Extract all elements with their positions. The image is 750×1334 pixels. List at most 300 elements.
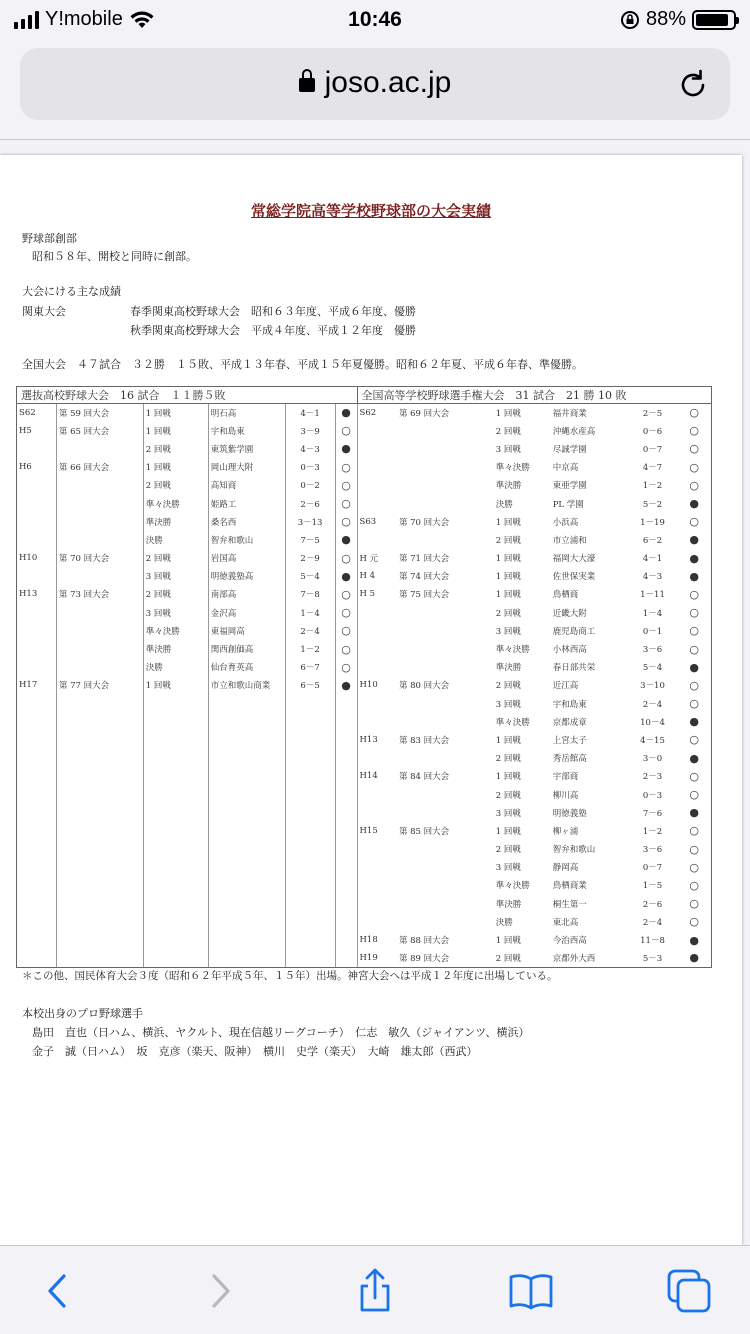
senshuken-result-cell: ● bbox=[677, 931, 711, 949]
senshuken-year-cell bbox=[357, 622, 397, 640]
table-row bbox=[17, 622, 712, 640]
senbatsu-round-cell: 決勝 bbox=[143, 658, 208, 676]
senbatsu-opponent-cell: 東筑紫学園 bbox=[208, 440, 285, 458]
kanto-label: 関東大会 bbox=[22, 305, 66, 318]
senbatsu-score-cell bbox=[285, 949, 335, 967]
senshuken-opponent-cell: 鹿児島商工 bbox=[552, 626, 596, 637]
senbatsu-opponent-cell bbox=[208, 804, 285, 822]
senshuken-opponent-cell: 小林西高 bbox=[552, 645, 587, 656]
senbatsu-year-cell bbox=[17, 440, 57, 458]
senshuken-score-cell: 5－4 bbox=[642, 663, 663, 674]
table-row bbox=[17, 913, 712, 931]
senshuken-score-cell: 0－3 bbox=[642, 790, 663, 801]
status-bar bbox=[0, 0, 750, 44]
kanto-autumn: 秋季関東高校野球大会 平成４年度、平成１２年度 優勝 bbox=[130, 324, 416, 337]
senshuken-round-cell: 1 回戦 bbox=[495, 517, 521, 528]
senshuken-opponent-cell: 智弁和歌山 bbox=[552, 845, 596, 856]
senshuken-score-cell: 1－4 bbox=[642, 608, 663, 619]
senshuken-round-cell: 3 回戦 bbox=[495, 863, 521, 874]
senbatsu-round-cell bbox=[143, 749, 208, 767]
senshuken-result-cell: ○ bbox=[677, 640, 711, 658]
table-row bbox=[17, 640, 712, 658]
senbatsu-opponent-cell bbox=[208, 876, 285, 894]
senbatsu-tournament-cell bbox=[56, 440, 143, 458]
table-row bbox=[17, 804, 712, 822]
senshuken-score-cell: 4－15 bbox=[640, 735, 665, 746]
web-content[interactable] bbox=[0, 141, 750, 1245]
senbatsu-score-cell: 1－2 bbox=[285, 640, 335, 658]
senbatsu-year-cell bbox=[17, 513, 57, 531]
senshuken-year-cell bbox=[357, 895, 397, 913]
senbatsu-result-cell bbox=[335, 895, 357, 913]
senbatsu-year-cell bbox=[17, 476, 57, 494]
senbatsu-round-cell bbox=[143, 785, 208, 803]
senbatsu-result-cell: ● bbox=[335, 404, 357, 422]
senbatsu-year-cell bbox=[17, 640, 57, 658]
senshuken-score-cell: 2－4 bbox=[642, 917, 663, 928]
senbatsu-year-cell: H5 bbox=[17, 422, 57, 440]
senbatsu-round-cell bbox=[143, 913, 208, 931]
table-row bbox=[17, 494, 712, 512]
senshuken-result-cell: ○ bbox=[677, 876, 711, 894]
senshuken-score-cell: 3－6 bbox=[642, 645, 663, 656]
table-row bbox=[17, 585, 712, 603]
table-row bbox=[17, 676, 712, 694]
senbatsu-tournament-cell bbox=[56, 476, 143, 494]
tabs-icon[interactable] bbox=[666, 1268, 712, 1314]
table-row bbox=[17, 549, 712, 567]
table-row bbox=[17, 440, 712, 458]
senshuken-year-cell: S63 bbox=[357, 513, 397, 531]
senbatsu-year-cell: H13 bbox=[17, 585, 57, 603]
senbatsu-year-cell bbox=[17, 749, 57, 767]
senbatsu-round-cell: 2 回戦 bbox=[143, 440, 208, 458]
senshuken-year-cell: H 4 bbox=[357, 567, 397, 585]
senshuken-score-cell: 3－10 bbox=[640, 681, 665, 692]
senbatsu-result-cell bbox=[335, 785, 357, 803]
senbatsu-result-cell: ○ bbox=[335, 658, 357, 676]
senshuken-opponent-cell: 近畿大附 bbox=[552, 608, 587, 619]
senbatsu-round-cell bbox=[143, 876, 208, 894]
senbatsu-result-cell bbox=[335, 822, 357, 840]
senshuken-score-cell: 4－3 bbox=[642, 572, 663, 583]
senshuken-tournament-cell bbox=[397, 913, 494, 931]
senbatsu-tournament-cell bbox=[56, 895, 143, 913]
senbatsu-score-cell: 7－8 bbox=[285, 585, 335, 603]
senshuken-result-cell: ● bbox=[677, 949, 711, 967]
senshuken-opponent-cell: 春日部共栄 bbox=[552, 663, 596, 674]
senshuken-opponent-cell: 今治西高 bbox=[552, 936, 587, 947]
table-row bbox=[17, 785, 712, 803]
senshuken-year-cell: S62 bbox=[357, 404, 397, 422]
senshuken-round-cell: 準々決勝 bbox=[495, 717, 530, 728]
senbatsu-round-cell: 準々決勝 bbox=[143, 494, 208, 512]
senbatsu-year-cell bbox=[17, 858, 57, 876]
senshuken-year-cell bbox=[357, 840, 397, 858]
battery-percent: 88% bbox=[645, 8, 686, 30]
senbatsu-result-cell: ○ bbox=[335, 458, 357, 476]
senshuken-score-cell: 11－8 bbox=[640, 936, 665, 947]
senshuken-opponent-cell: 宇和島東 bbox=[552, 699, 587, 710]
senshuken-tournament-cell bbox=[397, 440, 494, 458]
senbatsu-opponent-cell: 桑名西 bbox=[208, 513, 285, 531]
senshuken-year-cell bbox=[357, 695, 397, 713]
senbatsu-year-cell: S62 bbox=[17, 404, 57, 422]
senshuken-score-cell: 2－5 bbox=[642, 408, 663, 419]
senshuken-result-cell: ○ bbox=[677, 422, 711, 440]
senshuken-year-cell bbox=[357, 913, 397, 931]
senshuken-round-cell: 2 回戦 bbox=[495, 790, 521, 801]
senbatsu-tournament-cell: 第 73 回大会 bbox=[56, 585, 143, 603]
senshuken-tournament-cell bbox=[397, 785, 494, 803]
senshuken-result-cell: ○ bbox=[677, 895, 711, 913]
results-table bbox=[16, 386, 712, 968]
senshuken-round-cell: 2 回戦 bbox=[494, 949, 551, 967]
senbatsu-tournament-cell bbox=[56, 949, 143, 967]
senbatsu-score-cell bbox=[285, 913, 335, 931]
senbatsu-result-cell: ○ bbox=[335, 476, 357, 494]
senbatsu-score-cell bbox=[285, 895, 335, 913]
senbatsu-year-cell bbox=[17, 895, 57, 913]
senbatsu-round-cell bbox=[143, 949, 208, 967]
senbatsu-year-cell bbox=[17, 822, 57, 840]
senshuken-round-cell: 1 回戦 bbox=[495, 408, 521, 419]
senbatsu-result-cell bbox=[335, 858, 357, 876]
table-row bbox=[17, 531, 712, 549]
senbatsu-round-cell bbox=[143, 822, 208, 840]
senshuken-result-cell: ○ bbox=[677, 858, 711, 876]
founded-heading: 野球部創部 bbox=[22, 232, 77, 245]
senbatsu-result-cell: ○ bbox=[335, 422, 357, 440]
senshuken-opponent-cell: 東亜学園 bbox=[552, 481, 587, 492]
pro-heading: 本校出身のプロ野球選手 bbox=[22, 1007, 143, 1020]
senshuken-opponent-cell: PL 学園 bbox=[552, 499, 584, 510]
senshuken-year-cell: H19 bbox=[357, 949, 397, 967]
senshuken-year-cell: H15 bbox=[357, 822, 397, 840]
senbatsu-result-cell: ○ bbox=[335, 640, 357, 658]
senshuken-tournament-cell bbox=[397, 640, 494, 658]
senbatsu-result-cell: ○ bbox=[335, 549, 357, 567]
senbatsu-result-cell bbox=[335, 731, 357, 749]
senshuken-tournament-cell: 第 75 回大会 bbox=[398, 590, 450, 601]
senshuken-tournament-cell: 第 70 回大会 bbox=[398, 517, 450, 528]
senshuken-year-cell bbox=[357, 476, 397, 494]
senbatsu-result-cell: ● bbox=[335, 531, 357, 549]
senshuken-result-cell: ○ bbox=[677, 822, 711, 840]
senbatsu-opponent-cell: 金沢高 bbox=[208, 604, 285, 622]
senshuken-round-cell: 2 回戦 bbox=[495, 426, 521, 437]
senbatsu-opponent-cell: 智弁和歌山 bbox=[208, 531, 285, 549]
senbatsu-tournament-cell bbox=[56, 531, 143, 549]
senbatsu-score-cell bbox=[285, 767, 335, 785]
senshuken-year-cell: H14 bbox=[357, 767, 397, 785]
senshuken-score-cell: 5－2 bbox=[642, 499, 663, 510]
senbatsu-round-cell: 2 回戦 bbox=[143, 585, 208, 603]
document-title: 常総学院高等学校野球部の大会実績 bbox=[250, 202, 491, 220]
senshuken-round-cell: 1 回戦 bbox=[495, 936, 521, 947]
senshuken-opponent-cell: 桐生第一 bbox=[552, 899, 587, 910]
senshuken-tournament-cell bbox=[397, 531, 494, 549]
senbatsu-year-cell bbox=[17, 713, 57, 731]
senbatsu-result-cell: ● bbox=[335, 676, 357, 694]
senbatsu-year-cell bbox=[17, 604, 57, 622]
table-row bbox=[17, 404, 712, 422]
senshuken-result-cell: ○ bbox=[677, 440, 711, 458]
senbatsu-score-cell bbox=[285, 785, 335, 803]
senbatsu-round-cell: 1 回戦 bbox=[143, 422, 208, 440]
senshuken-year-cell bbox=[357, 749, 397, 767]
senshuken-opponent-cell: 柳川高 bbox=[552, 790, 579, 801]
senbatsu-score-cell: 7－5 bbox=[285, 531, 335, 549]
senbatsu-tournament-cell bbox=[56, 713, 143, 731]
senbatsu-result-cell bbox=[335, 749, 357, 767]
senshuken-round-cell: 2 回戦 bbox=[495, 845, 521, 856]
senshuken-result-cell: ● bbox=[677, 804, 711, 822]
status-time: 10:46 bbox=[348, 8, 402, 31]
senbatsu-opponent-cell: 市立和歌山商業 bbox=[208, 676, 285, 694]
senshuken-tournament-cell bbox=[397, 804, 494, 822]
senshuken-round-cell: 2 回戦 bbox=[495, 754, 521, 765]
senbatsu-round-cell: 2 回戦 bbox=[143, 476, 208, 494]
senshuken-year-cell bbox=[357, 458, 397, 476]
senbatsu-tournament-cell bbox=[56, 785, 143, 803]
senbatsu-year-cell bbox=[17, 531, 57, 549]
senshuken-score-cell: 0－6 bbox=[642, 426, 663, 437]
senshuken-tournament-cell bbox=[397, 840, 494, 858]
senshuken-score-cell: 4－1 bbox=[642, 554, 663, 565]
senshuken-opponent-cell: 上宮太子 bbox=[552, 735, 587, 746]
senshuken-round-cell: 1 回戦 bbox=[495, 572, 521, 583]
table-row bbox=[17, 767, 712, 785]
senshuken-year-cell bbox=[357, 440, 397, 458]
senshuken-year-cell bbox=[357, 658, 397, 676]
footnote: ＊この他、国民体育大会３度（昭和６２年平成５年、１５年）出場。神宮大会へは平成１２年度に出場している。 bbox=[22, 970, 558, 982]
senbatsu-tournament-cell bbox=[56, 695, 143, 713]
senshuken-result-cell: ● bbox=[677, 567, 711, 585]
battery-icon bbox=[692, 10, 736, 30]
senshuken-score-cell: 4－7 bbox=[642, 463, 663, 474]
senshuken-round-cell: 準々決勝 bbox=[495, 645, 530, 656]
table-row bbox=[17, 658, 712, 676]
senbatsu-opponent-cell: 岡山理大附 bbox=[208, 458, 285, 476]
address-bar[interactable] bbox=[20, 48, 730, 120]
senbatsu-round-cell bbox=[143, 804, 208, 822]
senshuken-opponent-cell: 秀岳館高 bbox=[552, 754, 587, 765]
senbatsu-result-cell bbox=[335, 767, 357, 785]
senbatsu-opponent-cell: 明徳義塾高 bbox=[208, 567, 285, 585]
senbatsu-opponent-cell: 仙台育英高 bbox=[208, 658, 285, 676]
senbatsu-score-cell bbox=[285, 713, 335, 731]
forward-icon[interactable] bbox=[196, 1268, 242, 1314]
share-icon[interactable] bbox=[352, 1268, 398, 1314]
table-row bbox=[17, 604, 712, 622]
senbatsu-year-cell bbox=[17, 785, 57, 803]
table-row bbox=[17, 422, 712, 440]
senbatsu-score-cell: 4－1 bbox=[285, 404, 335, 422]
senbatsu-opponent-cell bbox=[208, 822, 285, 840]
senshuken-year-cell bbox=[357, 640, 397, 658]
senbatsu-opponent-cell bbox=[208, 931, 285, 949]
senbatsu-score-cell: 1－4 bbox=[285, 604, 335, 622]
pro-line-1: 島田 直也（日ハム、横浜、ヤクルト、現在信越リーグコーチ） 仁志 敏久（ジャイアンツ、横浜） bbox=[32, 1026, 530, 1039]
senbatsu-tournament-cell bbox=[56, 731, 143, 749]
senbatsu-tournament-cell bbox=[56, 567, 143, 585]
senshuken-year-cell bbox=[357, 604, 397, 622]
senbatsu-score-cell bbox=[285, 931, 335, 949]
senshuken-score-cell: 6－2 bbox=[642, 535, 663, 546]
senshuken-opponent-cell: 宇部商 bbox=[552, 772, 579, 783]
senshuken-score-cell: 10－4 bbox=[640, 717, 665, 728]
status-right bbox=[620, 8, 736, 31]
senshuken-score-cell: 1－2 bbox=[642, 481, 663, 492]
senshuken-result-cell: ○ bbox=[677, 840, 711, 858]
senshuken-tournament-cell bbox=[397, 858, 494, 876]
senshuken-round-cell: 2 回戦 bbox=[495, 608, 521, 619]
senshuken-opponent-cell: 沖縄水産高 bbox=[552, 426, 596, 437]
senshuken-opponent-cell: 尽誠学園 bbox=[552, 444, 587, 455]
table-row bbox=[17, 858, 712, 876]
senbatsu-year-cell bbox=[17, 658, 57, 676]
senshuken-year-cell bbox=[357, 713, 397, 731]
senshuken-opponent-cell: 近江高 bbox=[552, 681, 579, 692]
senbatsu-round-cell: 3 回戦 bbox=[143, 567, 208, 585]
url-display[interactable] bbox=[20, 66, 730, 100]
senshuken-round-cell: 1 回戦 bbox=[495, 772, 521, 783]
senshuken-result-cell: ○ bbox=[677, 676, 711, 694]
senbatsu-round-cell: 2 回戦 bbox=[143, 549, 208, 567]
senshuken-tournament-cell bbox=[397, 458, 494, 476]
senbatsu-result-cell: ○ bbox=[335, 513, 357, 531]
senshuken-score-cell: 1－5 bbox=[642, 881, 663, 892]
senbatsu-round-cell: 決勝 bbox=[143, 531, 208, 549]
senbatsu-round-cell bbox=[143, 840, 208, 858]
senshuken-score-cell: 2－4 bbox=[642, 699, 663, 710]
senbatsu-score-cell bbox=[285, 840, 335, 858]
reload-icon[interactable] bbox=[676, 68, 710, 102]
senshuken-result-cell: ○ bbox=[677, 731, 711, 749]
senshuken-round-cell: 3 回戦 bbox=[495, 444, 521, 455]
senshuken-result-cell: ○ bbox=[677, 585, 711, 603]
senbatsu-round-cell: 3 回戦 bbox=[143, 604, 208, 622]
senbatsu-score-cell: 3－9 bbox=[285, 422, 335, 440]
senbatsu-score-cell: 4－3 bbox=[285, 440, 335, 458]
senshuken-year-cell: H10 bbox=[357, 676, 397, 694]
senshuken-opponent-cell: 東北高 bbox=[552, 917, 579, 928]
senbatsu-opponent-cell bbox=[208, 858, 285, 876]
senshuken-opponent-cell: 柳ヶ浦 bbox=[552, 826, 579, 837]
table-row bbox=[17, 458, 712, 476]
senbatsu-round-cell: 1 回戦 bbox=[143, 404, 208, 422]
senshuken-result-cell: ● bbox=[677, 658, 711, 676]
senbatsu-result-cell bbox=[335, 695, 357, 713]
senbatsu-tournament-cell bbox=[56, 858, 143, 876]
senshuken-round-cell: 決勝 bbox=[495, 499, 513, 510]
table-row bbox=[17, 822, 712, 840]
senbatsu-year-cell bbox=[17, 767, 57, 785]
senshuken-round-cell: 1 回戦 bbox=[495, 826, 521, 837]
pro-line-2: 金子 誠（日ハム） 坂 克彦（楽天、阪神） 横川 史学（楽天） 大崎 雄太郎（西武） bbox=[32, 1045, 478, 1058]
senshuken-opponent-cell: 市立浦和 bbox=[552, 535, 587, 546]
senshuken-header: 全国高等学校野球選手権大会 31 試合 21 勝 10 敗 bbox=[357, 387, 711, 404]
founded-text: 昭和５８年、開校と同時に創部。 bbox=[32, 250, 197, 263]
national-summary: 全国大会 ４７試合 ３２勝 １５敗、平成１３年春、平成１５年夏優勝。昭和６２年夏、平成６年春、準優勝。 bbox=[22, 358, 583, 371]
senbatsu-tournament-cell bbox=[56, 913, 143, 931]
senbatsu-score-cell bbox=[285, 858, 335, 876]
senbatsu-score-cell bbox=[285, 731, 335, 749]
senbatsu-tournament-cell bbox=[56, 658, 143, 676]
senbatsu-round-cell: 準決勝 bbox=[143, 640, 208, 658]
senshuken-round-cell: 2 回戦 bbox=[495, 681, 521, 692]
senbatsu-header: 選抜高校野球大会 16 試合 １１勝５敗 bbox=[17, 387, 358, 404]
senbatsu-opponent-cell: 姫路工 bbox=[208, 494, 285, 512]
senbatsu-year-cell bbox=[17, 731, 57, 749]
senbatsu-tournament-cell bbox=[56, 640, 143, 658]
senbatsu-round-cell bbox=[143, 895, 208, 913]
senbatsu-tournament-cell: 第 59 回大会 bbox=[56, 404, 143, 422]
senbatsu-year-cell bbox=[17, 494, 57, 512]
senshuken-round-cell: 準決勝 bbox=[495, 663, 522, 674]
senbatsu-result-cell bbox=[335, 840, 357, 858]
senshuken-round-cell: 1 回戦 bbox=[495, 590, 521, 601]
senshuken-score-cell: 1－2 bbox=[642, 826, 663, 837]
senshuken-tournament-cell: 第 83 回大会 bbox=[398, 735, 450, 746]
senshuken-round-cell: 1 回戦 bbox=[495, 735, 521, 746]
senshuken-score-cell: 7－6 bbox=[642, 808, 663, 819]
senshuken-opponent-cell: 福岡大大濠 bbox=[552, 554, 596, 565]
senshuken-result-cell: ● bbox=[677, 749, 711, 767]
browser-chrome bbox=[0, 44, 750, 140]
senbatsu-tournament-cell bbox=[56, 931, 143, 949]
carrier-label: Y!mobile bbox=[45, 8, 123, 30]
table-row bbox=[17, 713, 712, 731]
senshuken-tournament-cell bbox=[397, 895, 494, 913]
senbatsu-opponent-cell: 関西創価高 bbox=[208, 640, 285, 658]
senshuken-result-cell: ○ bbox=[677, 604, 711, 622]
senbatsu-tournament-cell bbox=[56, 604, 143, 622]
senbatsu-opponent-cell: 高知商 bbox=[208, 476, 285, 494]
senbatsu-opponent-cell bbox=[208, 913, 285, 931]
senbatsu-result-cell: ○ bbox=[335, 585, 357, 603]
senbatsu-tournament-cell bbox=[56, 767, 143, 785]
senshuken-tournament-cell: 第 89 回大会 bbox=[397, 949, 494, 967]
senshuken-score-cell: 2－3 bbox=[642, 772, 663, 783]
senshuken-result-cell: ○ bbox=[677, 695, 711, 713]
senbatsu-opponent-cell bbox=[208, 731, 285, 749]
senshuken-round-cell: 準々決勝 bbox=[495, 881, 530, 892]
senshuken-tournament-cell: 第 71 回大会 bbox=[398, 554, 450, 565]
senbatsu-result-cell: ● bbox=[335, 440, 357, 458]
bookmarks-icon[interactable] bbox=[508, 1268, 554, 1314]
back-icon[interactable] bbox=[36, 1268, 82, 1314]
senshuken-opponent-cell: 佐世保実業 bbox=[552, 572, 596, 583]
senbatsu-year-cell: H10 bbox=[17, 549, 57, 567]
table-row bbox=[17, 695, 712, 713]
senshuken-round-cell: 3 回戦 bbox=[495, 699, 521, 710]
senshuken-tournament-cell bbox=[397, 713, 494, 731]
senbatsu-opponent-cell bbox=[208, 749, 285, 767]
senbatsu-tournament-cell: 第 65 回大会 bbox=[56, 422, 143, 440]
senbatsu-tournament-cell bbox=[56, 876, 143, 894]
senbatsu-score-cell bbox=[285, 695, 335, 713]
senbatsu-tournament-cell: 第 77 回大会 bbox=[56, 676, 143, 694]
table-row bbox=[17, 567, 712, 585]
senbatsu-year-cell bbox=[17, 567, 57, 585]
senshuken-year-cell: H18 bbox=[357, 931, 397, 949]
senbatsu-result-cell bbox=[335, 804, 357, 822]
lock-icon bbox=[299, 78, 315, 92]
table-row bbox=[17, 895, 712, 913]
senshuken-year-cell: H 5 bbox=[357, 585, 397, 603]
